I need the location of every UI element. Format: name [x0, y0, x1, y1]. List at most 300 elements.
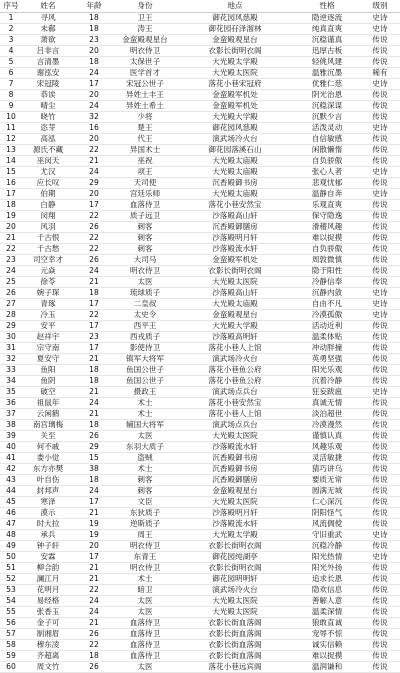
cell-age: 24	[74, 486, 114, 497]
table-row	[0, 200, 400, 211]
cell-location: 落花小巷鱼公府	[176, 376, 294, 387]
cell-location: 御花园落溪石山	[176, 145, 294, 156]
table-row	[0, 277, 400, 288]
cell-identity: 异国术士	[114, 145, 176, 156]
cell-identity: 血落侍卫	[114, 618, 176, 629]
cell-rank: 传说	[360, 519, 400, 530]
table-row	[0, 629, 400, 640]
cell-age: 26	[74, 662, 114, 673]
cell-name: 漠示	[22, 508, 74, 519]
cell-index: 50	[0, 552, 22, 563]
cell-identity: 太史令	[114, 310, 176, 321]
cell-location: 落花小巷安然宝	[176, 398, 294, 409]
cell-identity: 二皇叔	[114, 299, 176, 310]
cell-name: 高泓	[22, 134, 74, 145]
cell-age: 18	[74, 57, 114, 68]
cell-name: 赵祥宇	[22, 332, 74, 343]
cell-personality: 自由不凡	[294, 299, 360, 310]
cell-rank: 史诗	[360, 24, 400, 35]
cell-identity: 医学首才	[114, 68, 176, 79]
cell-personality: 沉着冷静	[294, 376, 360, 387]
cell-identity: 鱼国公世子	[114, 376, 176, 387]
cell-index: 58	[0, 640, 22, 651]
cell-name: 宋冠陵	[22, 79, 74, 90]
cell-index: 16	[0, 178, 22, 189]
cell-index: 30	[0, 332, 22, 343]
cell-personality: 沉稳深谋	[294, 101, 360, 112]
cell-age: 24	[74, 266, 114, 277]
cell-name: 叶自伤	[22, 475, 74, 486]
cell-location: 沙落殿流水轩	[176, 244, 294, 255]
cell-name: 萧欲	[22, 35, 74, 46]
cell-index: 47	[0, 519, 22, 530]
cell-identity: 太医	[114, 431, 176, 442]
cell-identity: 文臣	[114, 497, 176, 508]
cell-age: 20	[74, 134, 114, 145]
cell-identity: 逆斯质子	[114, 519, 176, 530]
cell-index: 53	[0, 585, 22, 596]
cell-rank: 传说	[360, 178, 400, 189]
cell-identity: 刺客	[114, 233, 176, 244]
cell-rank: 传说	[360, 453, 400, 464]
cell-identity: 血落侍卫	[114, 200, 176, 211]
table-row	[0, 332, 400, 343]
cell-rank: 传说	[360, 343, 400, 354]
cell-identity: 质子远卫	[114, 211, 176, 222]
cell-index: 14	[0, 156, 22, 167]
cell-personality: 张心人者	[294, 167, 360, 178]
table-row	[0, 541, 400, 552]
cell-identity: 刺客	[114, 486, 176, 497]
cell-index: 24	[0, 266, 22, 277]
cell-age: 32	[74, 112, 114, 123]
cell-rank: 史诗	[360, 79, 400, 90]
cell-rank: 稀有	[360, 68, 400, 79]
cell-rank: 传说	[360, 321, 400, 332]
cell-index: 12	[0, 134, 22, 145]
cell-location: 衣影长街血落阁	[176, 640, 294, 651]
cell-rank: 传说	[360, 233, 400, 244]
header-age: 年龄	[74, 0, 114, 13]
cell-name: 易经格	[22, 596, 74, 607]
table-row	[0, 255, 400, 266]
cell-index: 46	[0, 508, 22, 519]
cell-name: 恣芽	[22, 123, 74, 134]
cell-location: 沙落殿流水轩	[176, 519, 294, 530]
cell-rank: 传说	[360, 563, 400, 574]
cell-personality: 隐欢信息	[294, 585, 360, 596]
cell-name: 鱼阴	[22, 376, 74, 387]
cell-identity: 金蛮殿观星台	[114, 35, 176, 46]
cell-name: 吕非言	[22, 46, 74, 57]
cell-index: 18	[0, 200, 22, 211]
cell-name: 破空	[22, 387, 74, 398]
cell-identity: 宋冠公世子	[114, 79, 176, 90]
cell-identity: 太医	[114, 662, 176, 673]
cell-identity: 项王	[114, 167, 176, 178]
cell-identity: 暗卫	[114, 585, 176, 596]
cell-age: 26	[74, 255, 114, 266]
cell-name: 元焱	[22, 266, 74, 277]
cell-index: 8	[0, 90, 22, 101]
cell-rank: 传说	[360, 101, 400, 112]
cell-age: 24	[74, 68, 114, 79]
table-row	[0, 178, 400, 189]
cell-rank: 传说	[360, 46, 400, 57]
cell-location: 衣影长街血落阁	[176, 651, 294, 662]
cell-personality: 冷漠孤傲	[294, 310, 360, 321]
cell-personality: 悲观忧郁	[294, 178, 360, 189]
cell-age: 22	[74, 145, 114, 156]
cell-name: 千古愁	[22, 244, 74, 255]
cell-location: 沉香殿御书房	[176, 178, 294, 189]
cell-personality: 冲动胖撞	[294, 343, 360, 354]
cell-rank: 传说	[360, 156, 400, 167]
cell-personality: 自负骄傲	[294, 244, 360, 255]
table-row	[0, 563, 400, 574]
cell-identity: 西平王	[114, 321, 176, 332]
cell-personality: 阴光治恩	[294, 90, 360, 101]
cell-index: 13	[0, 145, 22, 156]
cell-index: 9	[0, 101, 22, 112]
cell-rank: 传说	[360, 266, 400, 277]
cell-age: 17	[74, 299, 114, 310]
cell-name: 周文竹	[22, 662, 74, 673]
table-row	[0, 574, 400, 585]
cell-identity: 明衣侍卫	[114, 46, 176, 57]
cell-index: 31	[0, 343, 22, 354]
cell-name: 徐苓	[22, 277, 74, 288]
cell-rank: 传说	[360, 574, 400, 585]
cell-location: 落花小巷宋冠府	[176, 79, 294, 90]
cell-location: 演武场点兵台	[176, 420, 294, 431]
cell-identity: 鱼国公世子	[114, 365, 176, 376]
cell-name: 安霖	[22, 552, 74, 563]
cell-identity: 涛王	[114, 24, 176, 35]
cell-location: 大光殿太庙殿	[176, 189, 294, 200]
header-identity: 身份	[114, 0, 176, 13]
cell-identity: 明衣侍卫	[114, 563, 176, 574]
cell-identity: 刺客	[114, 222, 176, 233]
cell-name: 祖鼠年	[22, 398, 74, 409]
cell-identity: 明衣侍卫	[114, 541, 176, 552]
cell-location: 演武场点兵台	[176, 387, 294, 398]
cell-index: 10	[0, 112, 22, 123]
cell-age: 18	[74, 365, 114, 376]
cell-index: 36	[0, 398, 22, 409]
cell-personality: 风趣乐观	[294, 442, 360, 453]
cell-rank: 传说	[360, 211, 400, 222]
cell-personality: 阳光外扬	[294, 563, 360, 574]
cell-name: 鱼阳	[22, 365, 74, 376]
cell-name: 冷玉	[22, 310, 74, 321]
cell-location: 沉香殿御膳房	[176, 475, 294, 486]
cell-location: 沙落殿明月轩	[176, 508, 294, 519]
cell-rank: 史诗	[360, 310, 400, 321]
cell-rank: 传说	[360, 497, 400, 508]
cell-name: 巫闵天	[22, 156, 74, 167]
cell-name: 南宫璃梅	[22, 420, 74, 431]
cell-name: 言清墨	[22, 57, 74, 68]
cell-name: 澜江月	[22, 574, 74, 585]
cell-rank: 传说	[360, 662, 400, 673]
cell-identity: 刺客	[114, 475, 176, 486]
cell-age: 29	[74, 442, 114, 453]
cell-rank: 传说	[360, 409, 400, 420]
cell-name: 花明月	[22, 585, 74, 596]
cell-identity: 摄政王	[114, 387, 176, 398]
cell-name: 寻风	[22, 13, 74, 24]
cell-name: 源氏不藏	[22, 145, 74, 156]
cell-identity: 异姓土丰王	[114, 90, 176, 101]
cell-personality: 活动近利	[294, 321, 360, 332]
cell-personality: 善解人意	[294, 596, 360, 607]
cell-index: 42	[0, 464, 22, 475]
cell-name: 谢泓安	[22, 68, 74, 79]
cell-index: 4	[0, 46, 22, 57]
cell-personality: 自负骄傲	[294, 156, 360, 167]
cell-personality: 阳光热情	[294, 552, 360, 563]
cell-name: 千古恨	[22, 233, 74, 244]
cell-location: 落花小巷鱼公府	[176, 365, 294, 376]
cell-age: 21	[74, 156, 114, 167]
table-row	[0, 244, 400, 255]
cell-personality: 闲散懒惰	[294, 145, 360, 156]
table-row	[0, 453, 400, 464]
cell-identity: 太医	[114, 607, 176, 618]
cell-index: 48	[0, 530, 22, 541]
cell-location: 落花小巷人上馆	[176, 409, 294, 420]
cell-identity: 明衣侍卫	[114, 266, 176, 277]
cell-personality: 温柔深情	[294, 607, 360, 618]
table-row	[0, 365, 400, 376]
cell-name: 婉子琛	[22, 288, 74, 299]
table-row	[0, 79, 400, 90]
cell-location: 沉香殿御书房	[176, 453, 294, 464]
cell-age: 22	[74, 640, 114, 651]
cell-identity: 琉球质子	[114, 288, 176, 299]
cell-name: 未郗	[22, 24, 74, 35]
cell-name: 夏安守	[22, 354, 74, 365]
table-row	[0, 211, 400, 222]
cell-personality: 圆满无城	[294, 486, 360, 497]
cell-age: 17	[74, 343, 114, 354]
cell-age: 22	[74, 211, 114, 222]
cell-rank: 传说	[360, 90, 400, 101]
cell-rank: 传说	[360, 376, 400, 387]
cell-index: 26	[0, 288, 22, 299]
cell-identity: 血落侍卫	[114, 651, 176, 662]
cell-age: 15	[74, 453, 114, 464]
header-name: 姓名	[22, 0, 74, 13]
table-row	[0, 189, 400, 200]
cell-rank: 传说	[360, 398, 400, 409]
cell-location: 金蛮殿观星台	[176, 310, 294, 321]
cell-rank: 传说	[360, 112, 400, 123]
table-row	[0, 640, 400, 651]
cell-index: 54	[0, 596, 22, 607]
cell-age: 22	[74, 585, 114, 596]
cell-rank: 史诗	[360, 530, 400, 541]
cell-personality: 隐逆逐流	[294, 13, 360, 24]
cell-index: 11	[0, 123, 22, 134]
cell-identity: 术士	[114, 574, 176, 585]
cell-age: 18	[74, 376, 114, 387]
table-row	[0, 343, 400, 354]
table-row	[0, 508, 400, 519]
cell-index: 27	[0, 299, 22, 310]
cell-index: 25	[0, 277, 22, 288]
cell-age: 21	[74, 409, 114, 420]
cell-personality: 优雅仁慈	[294, 79, 360, 90]
cell-location: 演武场冷火台	[176, 354, 294, 365]
cell-location: 衣影长街明衣阁	[176, 266, 294, 277]
table-body	[0, 13, 400, 673]
cell-name: 时大拉	[22, 519, 74, 530]
cell-location: 御花园纯湖亭	[176, 552, 294, 563]
cell-rank: 传说	[360, 508, 400, 519]
cell-name: 安平	[22, 321, 74, 332]
table-row	[0, 431, 400, 442]
cell-identity: 楚王	[114, 123, 176, 134]
cell-location: 大光殿太医院	[176, 596, 294, 607]
cell-name: 恭诶	[22, 90, 74, 101]
cell-index: 21	[0, 233, 22, 244]
cell-index: 45	[0, 497, 22, 508]
cell-rank: 传说	[360, 420, 400, 431]
cell-rank: 传说	[360, 618, 400, 629]
table-row	[0, 123, 400, 134]
cell-location: 金蛮殿观星台	[176, 486, 294, 497]
cell-personality: 滑稽风趣	[294, 222, 360, 233]
cell-name: 寒泽	[22, 497, 74, 508]
cell-age: 18	[74, 13, 114, 24]
cell-name: 穆东凌	[22, 640, 74, 651]
cell-index: 38	[0, 420, 22, 431]
cell-rank: 传说	[360, 332, 400, 343]
cell-personality: 真诚无情	[294, 398, 360, 409]
cell-age: 24	[74, 607, 114, 618]
table-row	[0, 497, 400, 508]
table-row	[0, 68, 400, 79]
cell-identity: 东羽大质子	[114, 442, 176, 453]
cell-index: 40	[0, 442, 22, 453]
cell-index: 2	[0, 24, 22, 35]
cell-age: 20	[74, 541, 114, 552]
header-row	[0, 0, 400, 13]
cell-index: 3	[0, 35, 22, 46]
cell-personality: 沉稳谨真	[294, 35, 360, 46]
cell-personality: 沉静内敛	[294, 288, 360, 299]
cell-age: 20	[74, 189, 114, 200]
cell-rank: 传说	[360, 134, 400, 145]
cell-index: 6	[0, 68, 22, 79]
cell-location: 衣影长街明衣阁	[176, 563, 294, 574]
cell-personality: 阳光乐观	[294, 365, 360, 376]
cell-index: 33	[0, 365, 22, 376]
cell-personality: 温雅沉墨	[294, 68, 360, 79]
cell-rank: 传说	[360, 475, 400, 486]
cell-age: 38	[74, 464, 114, 475]
cell-index: 41	[0, 453, 22, 464]
header-personality: 性格	[294, 0, 360, 13]
cell-personality: 英勇坚强	[294, 354, 360, 365]
cell-location: 御花园风慈殿	[176, 13, 294, 24]
cell-index: 32	[0, 354, 22, 365]
cell-location: 金蛮殿观星台	[176, 35, 294, 46]
cell-name: 钟子轩	[22, 541, 74, 552]
cell-index: 59	[0, 651, 22, 662]
cell-location: 大光殿太医院	[176, 277, 294, 288]
cell-identity: 卫王	[114, 13, 176, 24]
header-index: 序号	[0, 0, 22, 13]
cell-age: 18	[74, 651, 114, 662]
cell-name: 风羽	[22, 222, 74, 233]
cell-index: 44	[0, 486, 22, 497]
cell-index: 52	[0, 574, 22, 585]
cell-personality: 狼敢直诚	[294, 618, 360, 629]
cell-identity: 异姓土希土	[114, 101, 176, 112]
cell-rank: 传说	[360, 640, 400, 651]
cell-name: 晓竹	[22, 112, 74, 123]
cell-name: 制湘眉	[22, 629, 74, 640]
cell-personality: 温静自奔	[294, 189, 360, 200]
cell-location: 落花小巷安然宝	[176, 200, 294, 211]
cell-index: 57	[0, 629, 22, 640]
cell-personality: 难以捉摸	[294, 651, 360, 662]
cell-personality: 沉默少言	[294, 112, 360, 123]
cell-index: 28	[0, 310, 22, 321]
cell-name: 应长叹	[22, 178, 74, 189]
cell-age: 16	[74, 123, 114, 134]
cell-location: 演武场冷火台	[176, 585, 294, 596]
cell-identity: 术士	[114, 464, 176, 475]
cell-rank: 史诗	[360, 299, 400, 310]
cell-name: 晴尘	[22, 101, 74, 112]
cell-age: 17	[74, 497, 114, 508]
cell-personality: 周敦微慎	[294, 255, 360, 266]
cell-age: 18	[74, 288, 114, 299]
table-row	[0, 13, 400, 24]
table-row	[0, 57, 400, 68]
cell-index: 43	[0, 475, 22, 486]
table-row	[0, 24, 400, 35]
cell-personality: 猜巧讲乌	[294, 464, 360, 475]
cell-identity: 巫祝	[114, 156, 176, 167]
cell-rank: 传说	[360, 607, 400, 618]
cell-rank: 传说	[360, 35, 400, 46]
cell-age: 22	[74, 310, 114, 321]
cell-age: 17	[74, 200, 114, 211]
cell-identity: 盗贼	[114, 453, 176, 464]
cell-location: 沙落殿高山轩	[176, 211, 294, 222]
cell-location: 金蛮殿军机处	[176, 255, 294, 266]
cell-index: 37	[0, 409, 22, 420]
table-row	[0, 409, 400, 420]
table-row	[0, 607, 400, 618]
cell-name: 白静	[22, 200, 74, 211]
cell-age: 21	[74, 277, 114, 288]
cell-identity: 太保世子	[114, 57, 176, 68]
cell-name: 何不戚	[22, 442, 74, 453]
cell-name: 闵翔	[22, 211, 74, 222]
cell-rank: 传说	[360, 431, 400, 442]
cell-rank: 传说	[360, 277, 400, 288]
cell-identity: 术士	[114, 409, 176, 420]
cell-age: 21	[74, 618, 114, 629]
cell-age: 17	[74, 321, 114, 332]
table-row	[0, 112, 400, 123]
